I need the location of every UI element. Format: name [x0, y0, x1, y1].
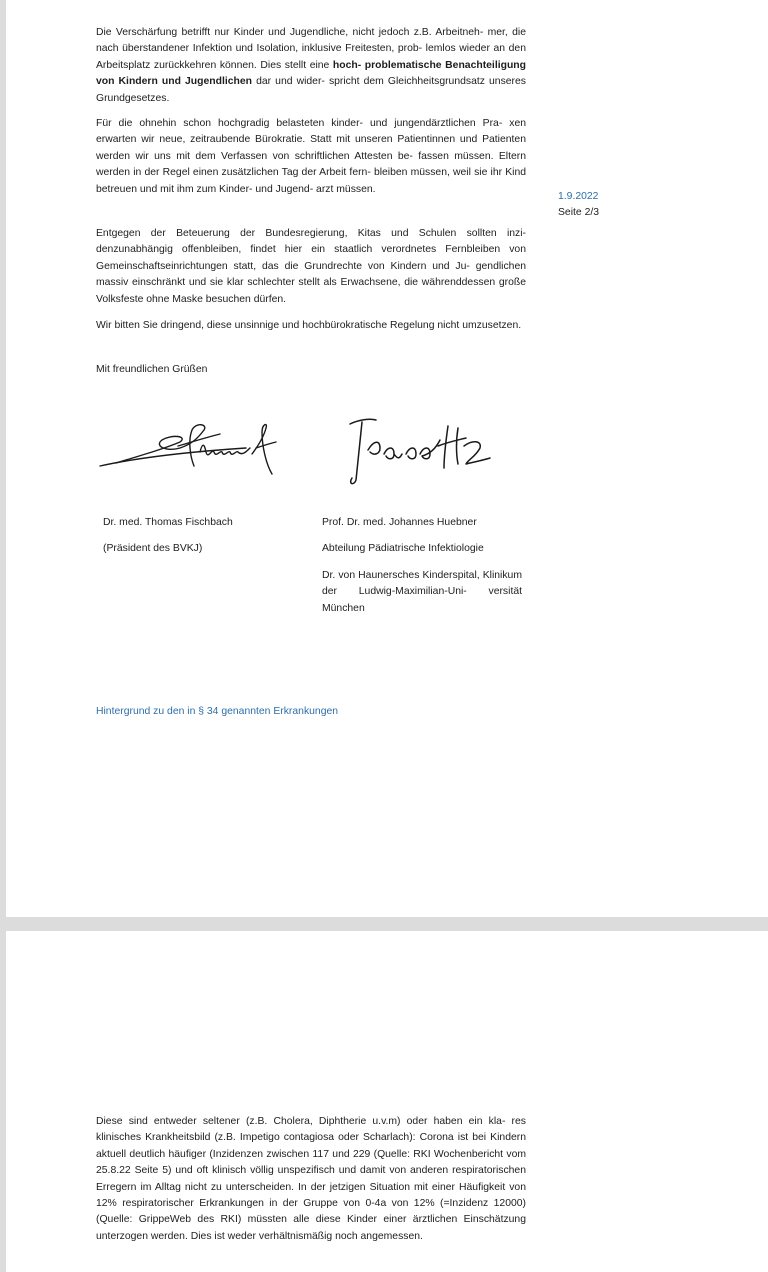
signatory-name: Prof. Dr. med. Johannes Huebner — [322, 517, 477, 528]
section-heading: Hintergrund zu den in § 34 genannten Erkrankungen — [96, 706, 339, 717]
signatory-role: (Präsident des BVKJ) — [103, 543, 203, 555]
letter-page-2 — [6, 931, 768, 1272]
paragraph-background: Diese sind entweder seltener (z.B. Cholera, Diphtherie u.v.m) oder haben ein kla- res klinisches Krankheitsbild (z.B. Impetigo contagiosa oder Scharlach): Corona ist bei Kindern aktuell deutlich häufiger (Inzidenzen zwischen 117 und 229 (Quelle: RKI Wochenbericht vom 25.8.22 Seite 5) und oft klinisch völlig unspezifisch und damit von anderen respiratorischen Erregern im Alltag nicht zu unterscheiden. In der jetzigen Situation mit einer Häufigkeit von 12% respiratorischer Erkrankungen in der Gruppe von 0-4a von 12% (=Inzidenz 12000) (Quelle: GrippeWeb des RKI) müssten alle diese Kinder einer ärztlichen Einschätzung unterzogen werden. Dies ist weder verhältnismäßig noch angemessen. — [96, 1116, 526, 1242]
signatory-institution: Dr. von Haunersches Kinderspital, Klinikum der Ludwig-Maximilian-Uni- versität München — [322, 569, 522, 614]
paragraph-bureaucracy: Für die ohnehin schon hochgradig belasteten kinder- und jungendärztlichen Pra- xen erwarten wir neue, zeitraubende Bürokratie. Statt mit unseren Patientinnen und Patienten werden wir uns mit dem Verfassen von schriftlichen Attesten be- fassen müssen. Eltern werden in der Regel einen zusätzlichen Tag der Arbeit fern- bleiben müssen, weil sie ihr Kind betreuen und mit ihm zum Kinder- und Jugend- arzt müssen. — [96, 118, 526, 195]
signatory-fischbach — [103, 515, 303, 558]
signatory-department: Abteilung Pädiatrische Infektiologie — [322, 543, 484, 555]
paragraph-fundamental-rights: Entgegen der Beteuerung der Bundesregierung, Kitas und Schulen sollten inzi- denzunabhängig offenbleiben, findet hier ein staatlich verordnetes Fernbleiben von Gemeinschaftseinrichtungen statt, das die Grundrechte von Kindern und Ju- gendlichen massiv einschränkt und sie klar schlechter stellt als Erwachsene, die währenddessen große Volksfeste ohne Maske besuchen dürfen. — [96, 228, 526, 305]
letter-page-1 — [6, 0, 768, 917]
signature-huebner-image — [340, 410, 500, 490]
letter-date: 1.9.2022 — [558, 191, 599, 202]
signatory-name: Dr. med. Thomas Fischbach — [103, 517, 233, 528]
signature-fischbach-image — [96, 408, 306, 483]
page-number: Seite 2/3 — [558, 207, 600, 218]
paragraph-text: Die Verschärfung betrifft nur Kinder und Jugendliche, nicht jedoch z.B. Arbeitneh- mer, die nach überstandener Infektion und Isolation, inklusive Freitesten, prob- lemlos wieder an den Arbeitsplatz zurückkehren können. Dies stellt eine — [96, 27, 526, 71]
paragraph-request: Wir bitten Sie dringend, diese unsinnige und hochbürokratische Regelung nicht umzusetzen. — [96, 320, 522, 331]
paragraph-discrimination — [96, 25, 526, 107]
paragraph-text: dar und wider- spricht dem Gleichheitsgrundsatz unseres Grundgesetzes. — [96, 76, 526, 104]
paragraph-bold-text: hoch- problematische Benachteiligung von Kindern und Jugendlichen — [96, 59, 526, 88]
closing-salutation: Mit freundlichen Grüßen — [96, 364, 208, 375]
signatory-huebner — [322, 515, 522, 617]
